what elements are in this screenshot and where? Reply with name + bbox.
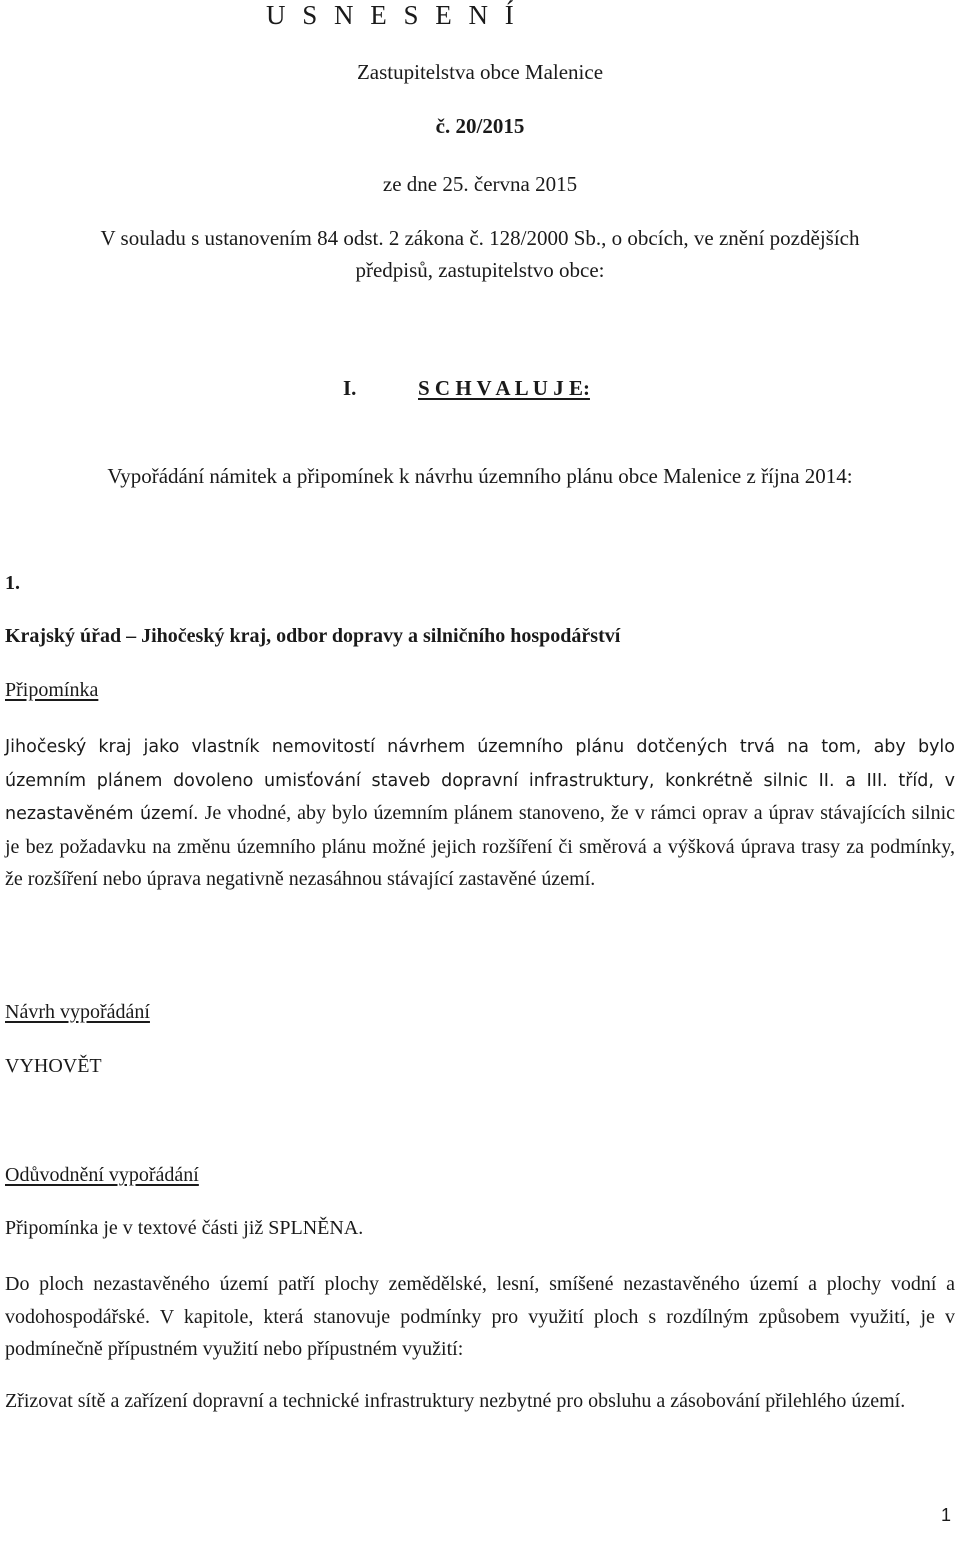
comment-text-part-1: Jihočeský kraj jako vlastník nemovitostí návrhem územního plánu dotčených trvá na tom, aby bylo územním plánem dovoleno umisťování staveb dopravní infrastruktury, konkrétně silnic II. a III. tříd, v nezastavěném území. [5, 737, 955, 825]
resolution-subject: Vypořádání námitek a připomínek k návrhu územního plánu obce Malenice z října 2014: [107, 464, 853, 488]
proposal-heading: Návrh vypořádání [5, 1001, 150, 1023]
item-number: 1. [5, 572, 20, 594]
authority-heading: Krajský úřad – Jihočeský kraj, odbor dopravy a silničního hospodářství [5, 625, 621, 647]
comment-text [5, 730, 955, 896]
issuing-body: Zastupitelstva obce Malenice [356, 60, 604, 84]
reasoning-heading: Odůvodnění vypořádání [5, 1164, 199, 1186]
comment-heading: Připomínka [5, 679, 99, 701]
reasoning-paragraph-3: Zřizovat sítě a zařízení dopravní a technické infrastruktury nezbytné pro obsluhu a zásobování přilehlého území. [5, 1390, 906, 1412]
page-number: 1 [941, 1505, 952, 1525]
reasoning-paragraph-2: Do ploch nezastavěného území patří plochy zemědělské, lesní, smíšené nezastavěného území a plochy vodní a vodohospodářské. V kapitole, která stanovuje podmínky pro využití ploch s rozdílným způsobem využití, je v podmínečně přípustném využití nebo přípustném využití: [5, 1273, 955, 1361]
resolution-date: ze dne 25. června 2015 [382, 172, 578, 196]
reasoning-paragraph-1: Připomínka je v textové části již SPLNĚNA. [5, 1217, 364, 1239]
resolution-verb: S C H V A L U J E: [418, 376, 590, 400]
legal-basis-line-1: V souladu s ustanovením 84 odst. 2 zákona č. 128/2000 Sb., o obcích, ve znění pozdějších [100, 226, 860, 250]
resolution-number: č. 20/2015 [435, 114, 525, 138]
document-title: U S N E S E N Í [266, 0, 519, 30]
proposal-value: VYHOVĚT [5, 1055, 102, 1077]
resolution-roman-numeral: I. [343, 376, 357, 400]
legal-basis-line-2: předpisů, zastupitelstvo obce: [355, 258, 605, 282]
comment-text-part-2: Je vhodné, aby bylo územním plánem stanoveno, že v rámci oprav a úprav stávajících silnic je bez požadavku na změnu územního plánu možné jejich rozšíření či směrová a výšková úprava trasy za podmínky, že rozšíření nebo úprava negativně nezasáhnou stávající zastavěné území. [5, 802, 955, 891]
